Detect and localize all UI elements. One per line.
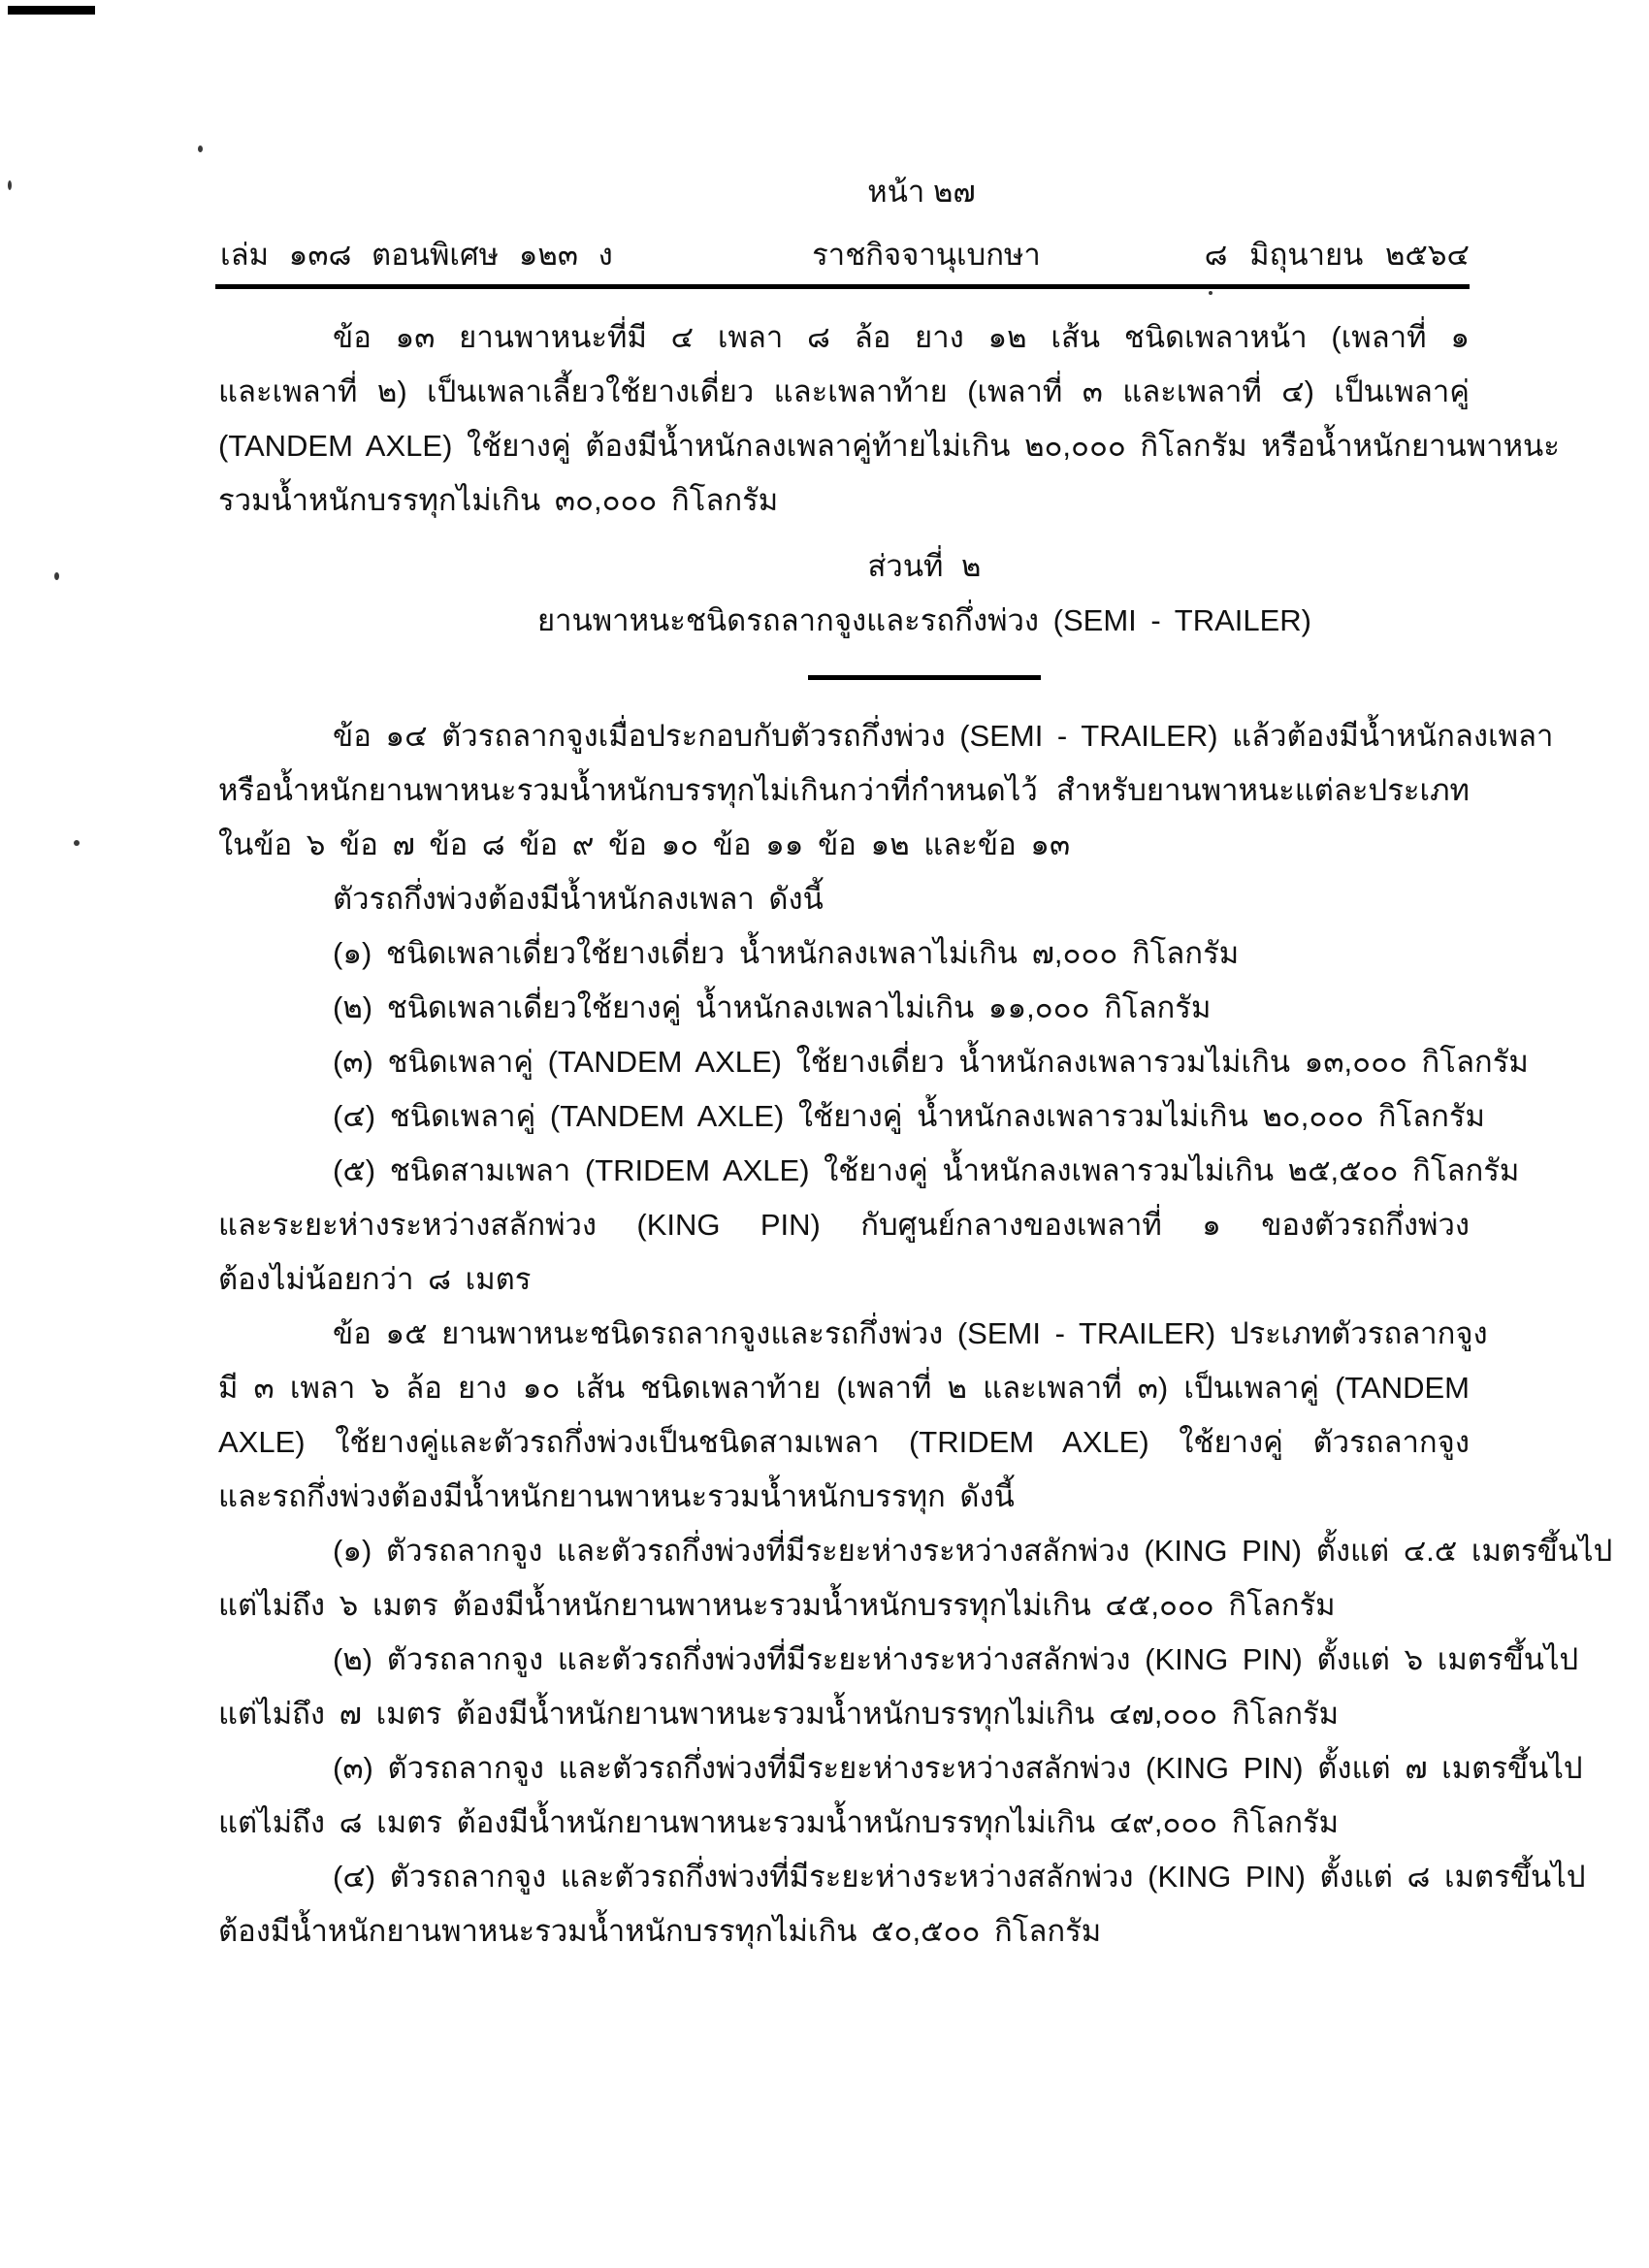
body-line: แต่ไม่ถึง ๘ เมตร ต้องมีน้ำหนักยานพาหนะรวมน้ำหนักบรรทุกไม่เกิน ๔๙,๐๐๐ กิโลกรัม bbox=[218, 1805, 1340, 1839]
scan-speck bbox=[74, 840, 80, 846]
gazette-title: ราชกิจจานุเบกษา bbox=[812, 238, 1041, 272]
scan-speck bbox=[198, 146, 203, 152]
section-rule bbox=[808, 675, 1041, 680]
body-line: ต้องมีน้ำหนักยานพาหนะรวมน้ำหนักบรรทุกไม่เกิน ๕๐,๕๐๐ กิโลกรัม bbox=[218, 1914, 1102, 1948]
body-line: AXLE) ใช้ยางคู่และตัวรถกึ่งพ่วงเป็นชนิดสามเพลา (TRIDEM AXLE) ใช้ยางคู่ ตัวรถลากจูง bbox=[218, 1425, 1470, 1459]
body-line: ตัวรถกึ่งพ่วงต้องมีน้ำหนักลงเพลา ดังนี้ bbox=[333, 882, 824, 916]
body-line: รวมน้ำหนักบรรทุกไม่เกิน ๓๐,๐๐๐ กิโลกรัม bbox=[218, 483, 779, 517]
scan-speck bbox=[8, 180, 12, 190]
body-line: (๓) ชนิดเพลาคู่ (TANDEM AXLE) ใช้ยางเดี่ยว น้ำหนักลงเพลารวมไม่เกิน ๑๓,๐๐๐ กิโลกรัม bbox=[333, 1045, 1529, 1079]
scan-speck bbox=[1209, 291, 1212, 295]
scan-artifact-bar bbox=[8, 6, 95, 15]
body-line: (TANDEM AXLE) ใช้ยางคู่ ต้องมีน้ำหนักลงเพลาคู่ท้ายไม่เกิน ๒๐,๐๐๐ กิโลกรัม หรือน้ำหนักยานพาหนะ bbox=[218, 429, 1560, 463]
scan-speck bbox=[54, 572, 59, 580]
document-body bbox=[218, 310, 1613, 1959]
body-line: (๓) ตัวรถลากจูง และตัวรถกึ่งพ่วงที่มีระยะห่างระหว่างสลักพ่วง (KING PIN) ตั้งแต่ ๗ เมตรขึ้นไป bbox=[333, 1751, 1583, 1785]
body-line: มี ๓ เพลา ๖ ล้อ ยาง ๑๐ เส้น ชนิดเพลาท้าย (เพลาที่ ๒ และเพลาที่ ๓) เป็นเพลาคู่ (TANDEM bbox=[218, 1371, 1470, 1405]
edition-info: เล่ม ๑๓๘ ตอนพิเศษ ๑๒๓ ง bbox=[220, 238, 613, 272]
body-line: ข้อ ๑๓ ยานพาหนะที่มี ๔ เพลา ๘ ล้อ ยาง ๑๒ เส้น ชนิดเพลาหน้า (เพลาที่ ๑ bbox=[333, 320, 1470, 354]
header-rule bbox=[215, 284, 1470, 289]
section-title: ยานพาหนะชนิดรถลากจูงและรถกึ่งพ่วง (SEMI - TRAILER) bbox=[536, 603, 1312, 637]
body-line: ข้อ ๑๕ ยานพาหนะชนิดรถลากจูงและรถกึ่งพ่วง (SEMI - TRAILER) ประเภทตัวรถลากจูง bbox=[333, 1316, 1488, 1350]
body-line: แต่ไม่ถึง ๖ เมตร ต้องมีน้ำหนักยานพาหนะรวมน้ำหนักบรรทุกไม่เกิน ๔๕,๐๐๐ กิโลกรัม bbox=[218, 1588, 1336, 1622]
body-line: ต้องไม่น้อยกว่า ๘ เมตร bbox=[218, 1262, 532, 1296]
body-line: และเพลาที่ ๒) เป็นเพลาเลี้ยวใช้ยางเดี่ยว และเพลาท้าย (เพลาที่ ๓ และเพลาที่ ๔) เป็นเพลาคู่ bbox=[218, 374, 1470, 408]
body-line: (๑) ตัวรถลากจูง และตัวรถกึ่งพ่วงที่มีระยะห่างระหว่างสลักพ่วง (KING PIN) ตั้งแต่ ๔.๕ เมตรขึ้นไป bbox=[333, 1534, 1613, 1568]
publication-date: ๘ มิถุนายน ๒๕๖๔ bbox=[1204, 238, 1470, 272]
body-line: หรือน้ำหนักยานพาหนะรวมน้ำหนักบรรทุกไม่เกินกว่าที่กำหนดไว้ สำหรับยานพาหนะแต่ละประเภท bbox=[218, 773, 1470, 807]
body-line: (๑) ชนิดเพลาเดี่ยวใช้ยางเดี่ยว น้ำหนักลงเพลาไม่เกิน ๗,๐๐๐ กิโลกรัม bbox=[333, 936, 1240, 970]
gazette-header-row bbox=[218, 233, 1470, 277]
body-line: (๒) ชนิดเพลาเดี่ยวใช้ยางคู่ น้ำหนักลงเพลาไม่เกิน ๑๑,๐๐๐ กิโลกรัม bbox=[333, 990, 1212, 1024]
body-line: แต่ไม่ถึง ๗ เมตร ต้องมีน้ำหนักยานพาหนะรวมน้ำหนักบรรทุกไม่เกิน ๔๗,๐๐๐ กิโลกรัม bbox=[218, 1697, 1340, 1731]
body-line: และรถกึ่งพ่วงต้องมีน้ำหนักยานพาหนะรวมน้ำหนักบรรทุก ดังนี้ bbox=[218, 1479, 1015, 1513]
body-line: (๔) ชนิดเพลาคู่ (TANDEM AXLE) ใช้ยางคู่ น้ำหนักลงเพลารวมไม่เกิน ๒๐,๐๐๐ กิโลกรัม bbox=[333, 1099, 1485, 1133]
body-line: (๒) ตัวรถลากจูง และตัวรถกึ่งพ่วงที่มีระยะห่างระหว่างสลักพ่วง (KING PIN) ตั้งแต่ ๖ เมตรขึ้นไป bbox=[333, 1642, 1579, 1676]
body-line: ข้อ ๑๔ ตัวรถลากจูงเมื่อประกอบกับตัวรถกึ่งพ่วง (SEMI - TRAILER) แล้วต้องมีน้ำหนักลงเพลา bbox=[333, 719, 1554, 753]
body-line: (๕) ชนิดสามเพลา (TRIDEM AXLE) ใช้ยางคู่ น้ำหนักลงเพลารวมไม่เกิน ๒๕,๕๐๐ กิโลกรัม bbox=[333, 1153, 1520, 1187]
body-line: และระยะห่างระหว่างสลักพ่วง (KING PIN) กับศูนย์กลางของเพลาที่ ๑ ของตัวรถกึ่งพ่วง bbox=[218, 1208, 1470, 1242]
body-line: ในข้อ ๖ ข้อ ๗ ข้อ ๘ ข้อ ๙ ข้อ ๑๐ ข้อ ๑๑ ข้อ ๑๒ และข้อ ๑๓ bbox=[218, 827, 1071, 861]
page-number: หน้า ๒๗ bbox=[867, 175, 976, 209]
body-line: (๔) ตัวรถลากจูง และตัวรถกึ่งพ่วงที่มีระยะห่างระหว่างสลักพ่วง (KING PIN) ตั้งแต่ ๘ เมตรขึ้นไป bbox=[333, 1860, 1586, 1894]
section-part-label: ส่วนที่ ๒ bbox=[867, 549, 982, 583]
